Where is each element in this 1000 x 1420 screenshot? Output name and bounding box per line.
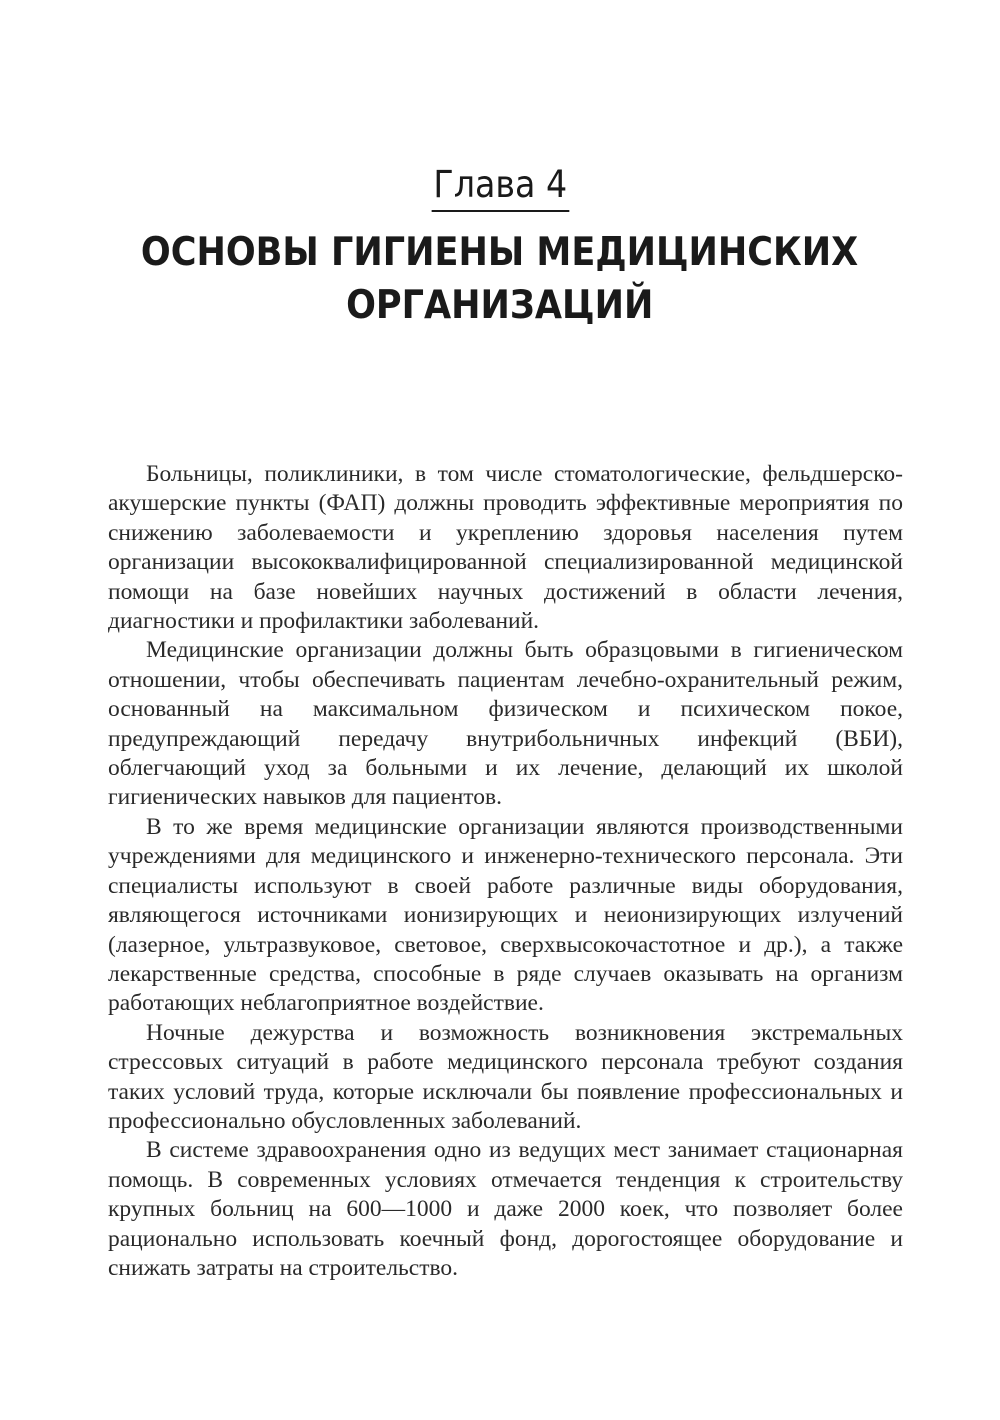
chapter-title-line-1: ОСНОВЫ ГИГИЕНЫ МЕДИЦИНСКИХ: [141, 230, 859, 275]
paragraph: Ночные дежурства и возможность возникновения экстремальных стрессовых ситуаций в работе медицинского персонала требуют создания таких условий труда, которые исключали бы появление профессиональных и профессионально обусловленных заболеваний.: [108, 1019, 903, 1134]
paragraph: Больницы, поликлиники, в том числе стоматологические, фельдшерско-акушерские пункты (ФАП) должны проводить эффективные мероприятия по снижению заболеваемости и укреплению здоровья населения путем организации высококвалифицированной специализированной медицинской помощи на базе новейших научных достижений в области лечения, диагностики и профилактики заболеваний.: [108, 461, 903, 635]
paragraph: Медицинские организации должны быть образцовыми в гигиеническом отношении, чтобы обеспечивать пациентам лечебно-охранительный режим, основанный на максимальном физическом и психическом покое, предупреждающий передачу внутрибольничных инфекций (ВБИ), облегчающий уход за больными и их лечение, делающий их школой гигиенических навыков для пациентов.: [108, 637, 903, 811]
paragraph: В то же время медицинские организации являются производственными учреждениями для медицинского и инженерно-технического персонала. Эти специалисты используют в своей работе различные виды оборудования, являющегося источниками ионизирующих и неионизирующих излучений (лазерное, ультразвуковое, световое, сверхвысокочастотное и др.), а также лекарственные средства, способные в ряде случаев оказывать на организм работающих неблагоприятное воздействие.: [108, 813, 903, 1017]
chapter-body: [108, 460, 903, 1283]
chapter-label: Глава 4: [431, 163, 568, 212]
paragraph: В системе здравоохранения одно из ведущих мест занимает стационарная помощь. В современных условиях отмечается тенденция к строительству крупных больниц на 600—1000 и даже 2000 коек, что позволяет более рационально использовать коечный фонд, дорогостоящее оборудование и снижать затраты на строительство.: [108, 1137, 903, 1281]
chapter-title-line-2: ОРГАНИЗАЦИЙ: [346, 283, 654, 328]
chapter-title: [60, 226, 940, 332]
chapter-label-wrap: [0, 163, 1000, 212]
